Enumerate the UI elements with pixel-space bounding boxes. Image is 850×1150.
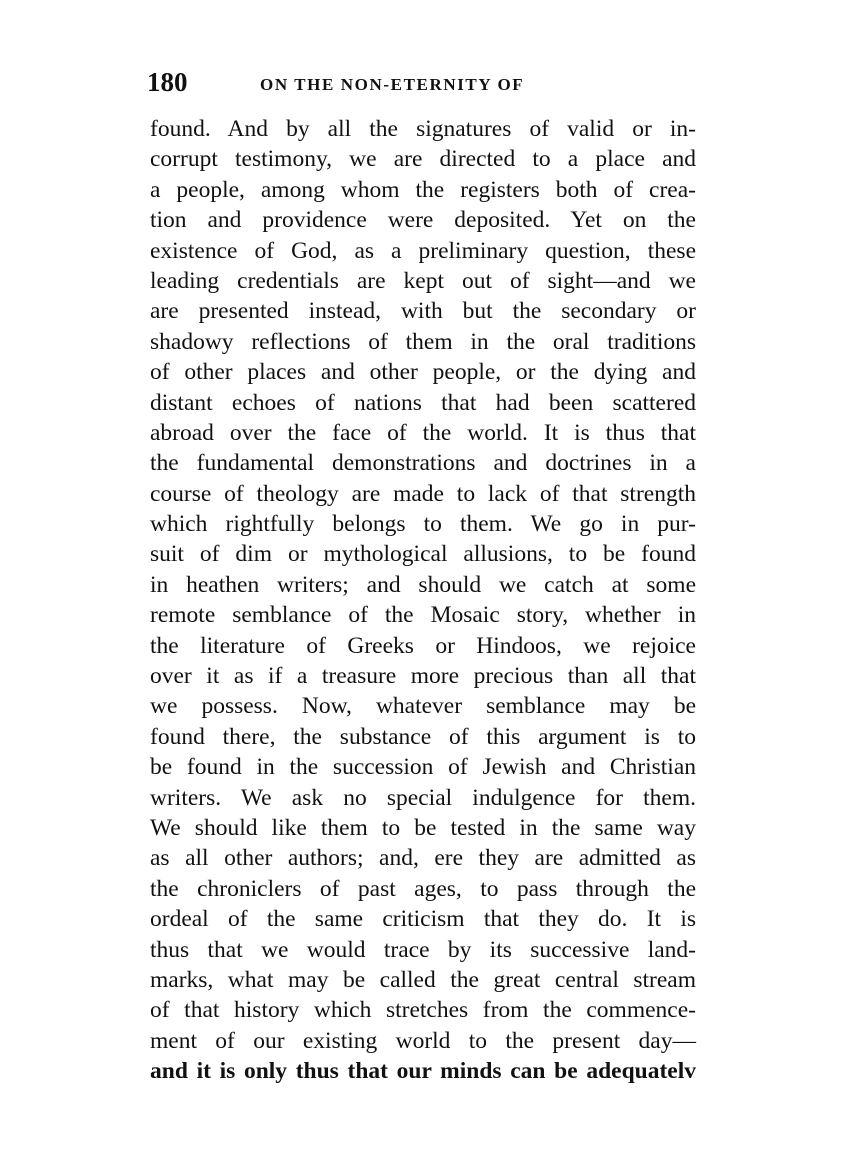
text-line: writers. We ask no special indulgence for them.	[150, 784, 696, 811]
running-head	[147, 62, 707, 102]
text-line: shadowy reflections of them in the oral traditions	[150, 328, 696, 355]
text-line: tion and providence were deposited. Yet on the	[150, 207, 696, 234]
text-line: which rightfully belongs to them. We go in pur-	[150, 511, 696, 538]
text-line: We should like them to be tested in the same way	[150, 814, 696, 841]
text-line: are presented instead, with but the secondary or	[150, 298, 696, 325]
text-line: existence of God, as a preliminary question, these	[150, 237, 696, 264]
text-line: as all other authors; and, ere they are admitted as	[150, 845, 696, 872]
running-title: ON THE NON-ETERNITY OF	[260, 75, 525, 94]
text-line: suit of dim or mythological allusions, to be found	[150, 541, 696, 568]
text-line: the literature of Greeks or Hindoos, we rejoice	[150, 632, 696, 659]
body-text	[150, 114, 696, 1087]
text-line: ment of our existing world to the present day—	[150, 1027, 696, 1054]
text-line: marks, what may be called the great central stream	[150, 966, 696, 993]
text-line: of that history which stretches from the commence-	[150, 997, 696, 1024]
text-line: the chroniclers of past ages, to pass through the	[150, 875, 696, 902]
text-line: we possess. Now, whatever semblance may be	[150, 693, 696, 720]
text-line: found there, the substance of this argument is to	[150, 723, 696, 750]
text-line: found. And by all the signatures of valid or in-	[150, 116, 696, 142]
text-line: of other places and other people, or the dying and	[150, 359, 696, 386]
text-line: ordeal of the same criticism that they do. It is	[150, 906, 696, 933]
page-number: 180	[147, 67, 188, 97]
text-line: leading credentials are kept out of sight—and we	[150, 267, 696, 294]
text-line: be found in the succession of Jewish and Christian	[150, 754, 696, 781]
text-line: remote semblance of the Mosaic story, whether in	[150, 602, 696, 629]
text-line: distant echoes of nations that had been scattered	[150, 389, 696, 416]
text-line: course of theology are made to lack of that strength	[150, 480, 696, 507]
text-line: corrupt testimony, we are directed to a place and	[150, 146, 696, 173]
text-line: in heathen writers; and should we catch at some	[150, 571, 696, 598]
text-line: abroad over the face of the world. It is thus that	[150, 419, 696, 446]
text-line: over it as if a treasure more precious than all that	[150, 663, 696, 690]
text-line: the fundamental demonstrations and doctrines in a	[150, 450, 696, 477]
text-line: a people, among whom the registers both of crea-	[150, 176, 696, 203]
text-line: thus that we would trace by its successive land-	[150, 936, 696, 963]
text-line: and it is only thus that our minds can be adequatelv	[150, 1058, 696, 1085]
